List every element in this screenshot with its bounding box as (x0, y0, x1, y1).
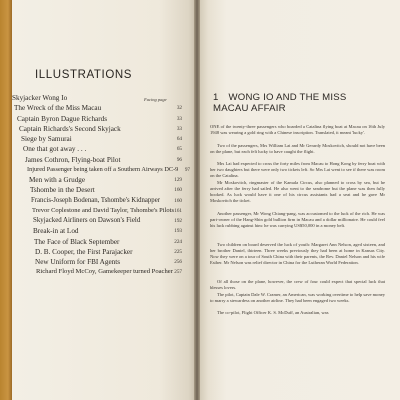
body-paragraph: The pilot, Captain Dale W. Cramer, an American, was working overtime to help save money to marry a stewardess on another airline. They had been engaged two weeks. (210, 292, 386, 304)
illustrations-heading: ILLUSTRATIONS (35, 69, 133, 81)
illustration-page: 129 (174, 177, 182, 183)
list-item (12, 93, 194, 103)
illustration-page: 161 (174, 207, 182, 214)
illustration-page: 33 (176, 115, 182, 122)
list-item (12, 185, 194, 195)
illustration-title: Skyjacker Wong Io (12, 94, 68, 102)
list-item (12, 226, 194, 236)
illustration-page: 32 (176, 105, 182, 112)
body-paragraph: Mrs Lai had expected to cross the forty miles from Macau to Hong Kong by ferry boat with her two daughters but there were only two tickets left. So Mrs Lai went to see if there was room on the Catalina. (210, 161, 385, 179)
illustration-title: James Cothron, Flying-boat Pilot (25, 155, 121, 164)
body-paragraph: Of all those on the plane, however, the crew of four could expect that special luck that blesses lovers. (210, 279, 385, 291)
list-item (12, 247, 194, 257)
list-item (12, 237, 194, 247)
illustration-page: 224 (174, 238, 182, 245)
illustration-title: Skyjacked Airliners on Dawson's Field (33, 217, 141, 224)
illustration-title: D. B. Cooper, the First Parajacker (35, 247, 133, 256)
list-item (12, 114, 194, 124)
illustration-page: 97 (184, 166, 190, 173)
illustration-title: Captain Richards's Second Skyjack (19, 124, 121, 133)
illustration-title: The Wreck of the Miss Macau (14, 104, 102, 113)
body-paragraph: Another passenger, Mr Wong Chiang-pang, was accustomed to the luck of the rich. He was part-owner of the Hang-Shin gold bullion firm in Macau and a dollar millionaire. He could feel his luck rubbing against him: he was carrying US$50,000 in a money belt. (210, 211, 385, 229)
chapter-heading (213, 92, 383, 114)
list-item (12, 124, 194, 134)
illustration-page: 65 (176, 146, 182, 153)
body-paragraph: ONE of the twenty-three passengers who boarded a Catalina flying boat at Macau on 16th July 1948 was wearing a gold ring with a Chinese inscription. Translated, it meant 'lucky'. (210, 124, 385, 136)
list-item (12, 134, 194, 144)
chapter-title: WONG IO AND THE MISS MACAU AFFAIR (213, 92, 347, 114)
facing-page-label: Facing page (144, 97, 167, 102)
body-paragraph: Two of the passengers, Mrs William Lai and Mr Gerardy Moskovitch, should not have been on the plane, but each felt lucky to have caught the flight. (210, 143, 385, 155)
illustration-page: 96 (176, 156, 182, 163)
illustration-title: Siege by Samurai (21, 135, 72, 143)
body-paragraph: The co-pilot, Flight Officer K. S. McDuff, an Australian, was (217, 310, 329, 315)
illustrations-list (12, 93, 194, 278)
book-gutter (194, 0, 200, 400)
list-item (12, 267, 194, 277)
illustration-page: 33 (176, 125, 182, 132)
illustration-title: Richard Floyd McCoy, Gamekeeper turned Poacher (36, 268, 173, 276)
illustration-title: Injured Passenger being taken off a Southern Airways DC-9 (27, 165, 179, 173)
illustration-page: 256 (174, 259, 182, 265)
chapter-number: 1 (213, 92, 219, 103)
list-item (12, 216, 194, 226)
illustration-page: 193 (174, 228, 182, 235)
list-item (12, 165, 194, 175)
illustration-page: 192 (174, 218, 182, 224)
illustration-title: New Uniform for FBI Agents (35, 258, 121, 266)
list-item (12, 196, 194, 206)
illustration-page: 257 (174, 269, 182, 276)
list-item (12, 257, 194, 267)
illustration-title: One that got away . . . (23, 145, 87, 154)
body-paragraph: Two children on board deserved the luck of youth: Margaret Ann Nelson, aged sixteen, and her brother Daniel, thirteen. Three weeks previously they had been at home in Kansas City. Now they were on a tour of South China with their parents, the Rev. Daniel Nelson and his wife Esther. Mr Nelson was relief director in China for the Lutheran World Federation. (210, 242, 385, 266)
list-item (12, 144, 194, 154)
illustration-title: Trevor Coplestone and David Taylor, Tshombe's Pilots (32, 206, 174, 214)
list-item (12, 155, 194, 165)
illustration-title: Captain Byron Dague Richards (17, 114, 108, 123)
illustration-page: 225 (174, 248, 182, 255)
illustration-page: 160 (174, 197, 182, 204)
illustration-title: Francis-Joseph Bodenan, Tshombe's Kidnapper (31, 196, 160, 204)
list-item (12, 206, 194, 216)
body-paragraph: Mr Moskovitch, ringmaster of the Kamala Circus, also planned to cross by sea, but he arrived after the ferry had sailed. He also went to the seadrome but the plane was then fully booked. As luck would have it one of his circus assistants had a seat and he gave Mr Moskovitch the ticket. (210, 180, 385, 204)
illustration-title: Men with a Grudge (29, 176, 86, 184)
list-item (12, 103, 194, 113)
illustration-title: The Face of Black September (34, 237, 120, 246)
list-item (12, 175, 194, 185)
illustration-page: 64 (176, 136, 182, 142)
illustration-title: Break-in at Lod (33, 227, 79, 236)
illustration-title: Tshombe in the Desert (30, 186, 95, 195)
illustration-page: 160 (174, 187, 182, 194)
